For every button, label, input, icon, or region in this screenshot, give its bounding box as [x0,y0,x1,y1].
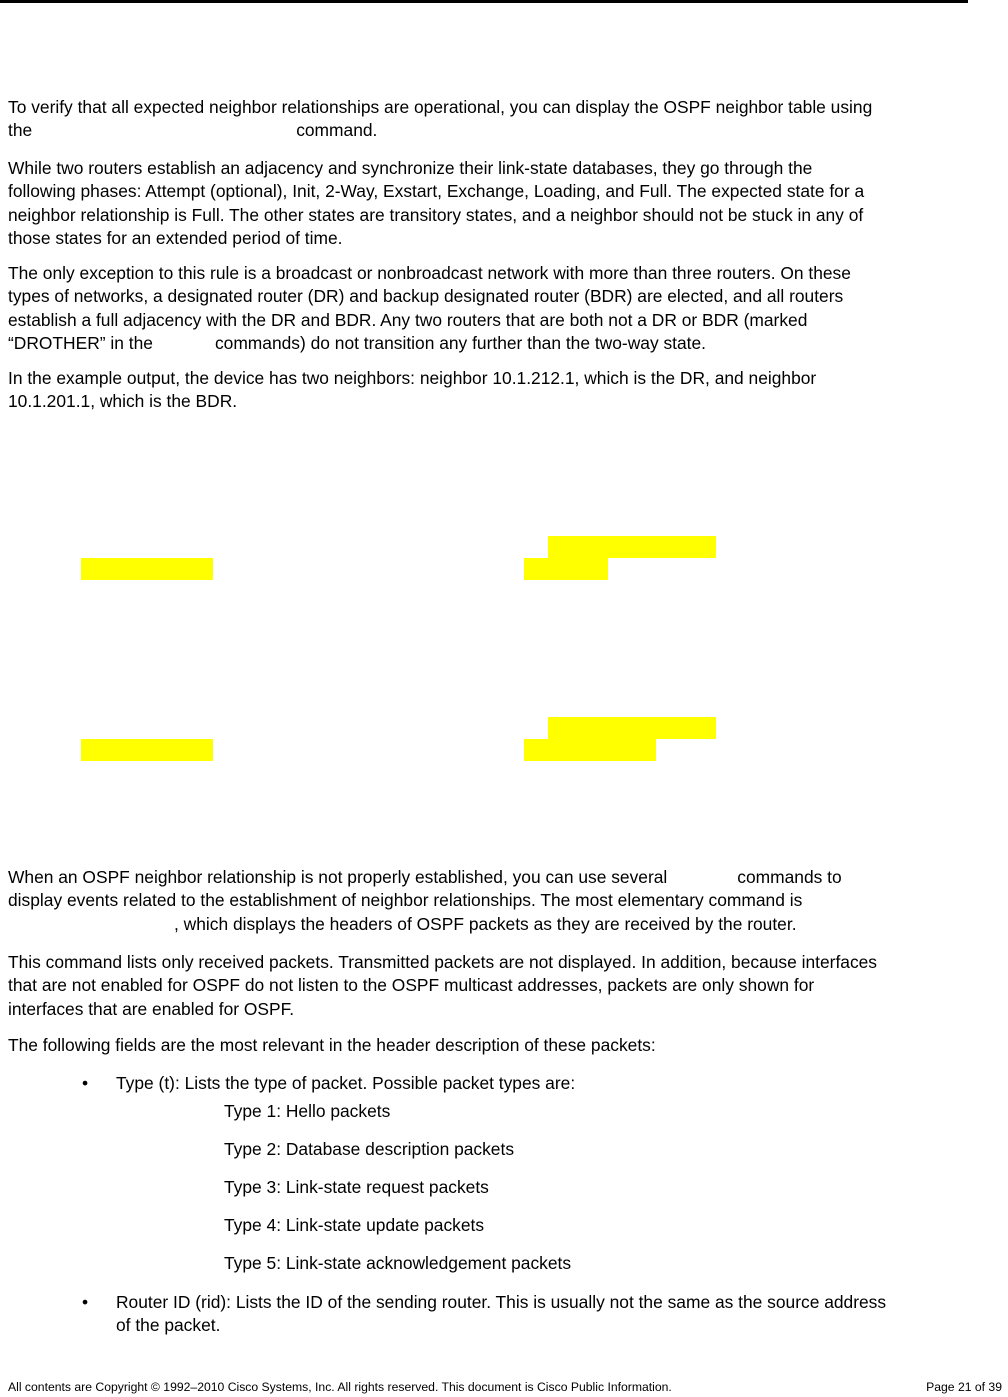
text-line: The following fields are the most relevant in the header description of these packets: [8,1035,656,1055]
text-line: The only exception to this rule is a broadcast or nonbroadcast network with more than three routers. On these [8,263,851,283]
highlight-box [548,536,716,558]
highlight-box [548,717,716,739]
paragraph-neighbor-table [8,96,1008,143]
text-line: neighbor relationship is Full. The other states are transitory states, and a neighbor should not be stuck in any of [8,204,864,225]
paragraph-adjacency-phases [8,157,1008,251]
bullet-marker: • [82,1292,89,1312]
footer-copyright: All contents are Copyright © 1992–2010 Cisco Systems, Inc. All rights reserved. This document is Cisco Public Information. [8,1380,672,1394]
text-line: In the example output, the device has two neighbors: neighbor 10.1.212.1, which is the DR, and neighbor [8,368,817,388]
text-fragment: commands to [737,867,842,887]
text-line: of the packet. [116,1315,221,1336]
paragraph-dr-bdr-exception [8,262,1008,356]
highlight-box [81,558,213,580]
footer-page-number: Page 21 of 39 [926,1380,1002,1394]
text-fragment: “DROTHER” in the [8,333,153,354]
text-line: This command lists only received packets. Transmitted packets are not displayed. In addition, because interfaces [8,952,878,972]
paragraph-debug-commands [8,866,1008,936]
packet-type-item: Type 5: Link-state acknowledgement packets [224,1253,572,1273]
text-line: that are not enabled for OSPF do not listen to the OSPF multicast addresses, packets are only shown for [8,975,815,996]
highlight-box [524,739,656,761]
paragraph-relevant-fields [8,1034,1008,1057]
text-line: following phases: Attempt (optional), Init, 2-Way, Exstart, Exchange, Loading, and Full. The expected state for a [8,181,865,202]
text-fragment: the [8,120,33,141]
text-line: types of networks, a designated router (DR) and backup designated router (BDR) are elected, and all routers [8,286,844,307]
text-line: To verify that all expected neighbor relationships are operational, you can display the OSPF neighbor table using [8,97,873,117]
text-fragment: When an OSPF neighbor relationship is not properly established, you can use several [8,867,668,887]
top-rule [0,0,968,3]
highlight-box [524,558,608,580]
text-line: establish a full adjacency with the DR and BDR. Any two routers that are both not a DR or BDR (marked [8,309,808,330]
paragraph-received-packets [8,951,1008,1021]
text-line: interfaces that are enabled for OSPF. [8,998,295,1019]
text-fragment: commands) do not transition any further than the two-way state. [214,333,707,354]
text-line: While two routers establish an adjacency and synchronize their link-state databases, they go through the [8,158,813,178]
packet-type-item: Type 2: Database description packets [224,1139,515,1159]
text-line: Router ID (rid): Lists the ID of the sending router. This is usually not the same as the source address [116,1292,887,1312]
bullet-type-field: Type (t): Lists the type of packet. Possible packet types are: [116,1073,576,1093]
bullet-router-id-field [116,1291,886,1338]
text-line: 10.1.201.1, which is the BDR. [8,391,238,412]
text-fragment: , which displays the headers of OSPF packets as they are received by the router. [174,913,797,934]
text-line: display events related to the establishment of neighbor relationships. The most elementary command is [8,890,803,911]
bullet-marker: • [82,1073,89,1093]
text-line: those states for an extended period of time. [8,228,343,249]
packet-type-item: Type 4: Link-state update packets [224,1215,485,1235]
text-fragment: command. [296,120,378,141]
paragraph-example-output [8,367,1008,414]
highlight-box [81,739,213,761]
packet-type-item: Type 3: Link-state request packets [224,1177,489,1197]
packet-type-item: Type 1: Hello packets [224,1101,391,1121]
